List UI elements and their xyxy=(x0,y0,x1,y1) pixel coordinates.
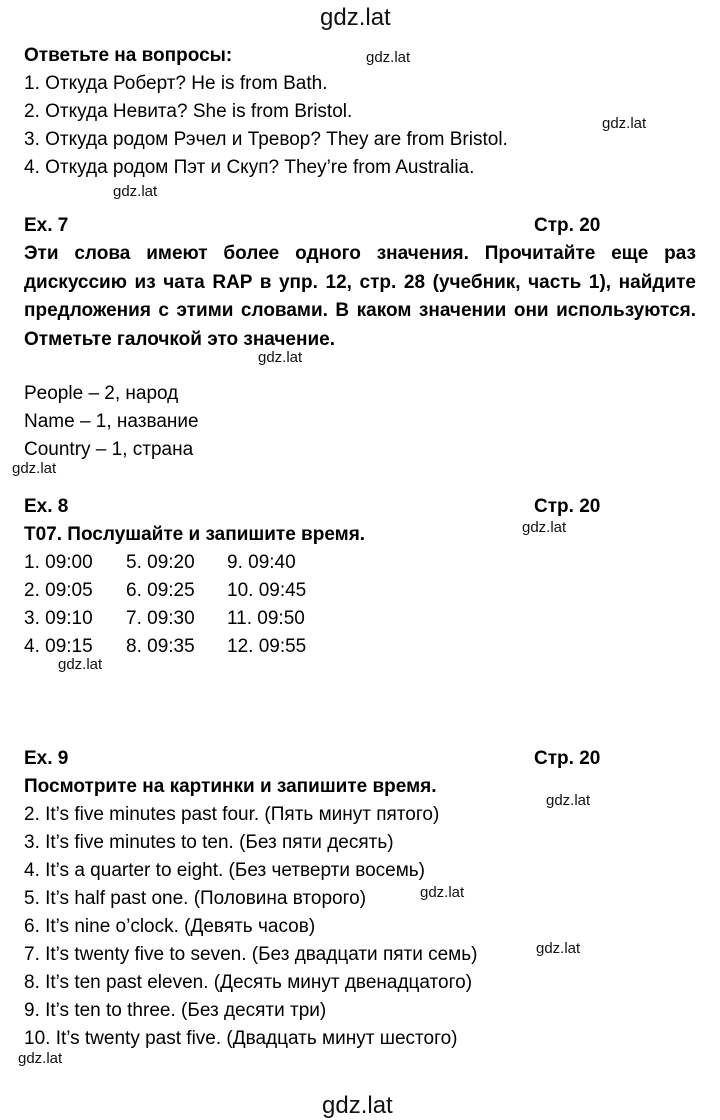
ex9-answer-10: 10. It’s twenty past five. (Двадцать минут шестого) xyxy=(24,1028,458,1049)
watermark-bottom: gdz.lat xyxy=(322,1092,393,1119)
watermark: gdz.lat xyxy=(18,1050,63,1067)
watermark: gdz.lat xyxy=(113,183,158,200)
time-cell: 10. 09:45 xyxy=(227,580,307,601)
section-heading: Ответьте на вопросы: xyxy=(24,45,233,66)
time-cell: 2. 09:05 xyxy=(24,580,93,601)
qa-line-1: 1. Откуда Роберт? He is from Bath. xyxy=(24,73,328,94)
qa-line-2: 2. Откуда Невита? She is from Bristol. xyxy=(24,101,353,122)
ex7-task: Эти слова имеют более одного значения. Прочитайте еще раз дискуссию из чата RAP в упр. 12, стр. 28 (учебник, часть 1), найдите предложения с этими словами. В каком значении они используются. Отметьте галочкой это значение. xyxy=(24,243,696,350)
time-cell: 9. 09:40 xyxy=(227,552,296,573)
ex9-answer-7: 7. It’s twenty five to seven. (Без двадцати пяти семь) xyxy=(24,944,478,965)
watermark: gdz.lat xyxy=(602,115,647,132)
watermark: gdz.lat xyxy=(546,792,591,809)
time-cell: 1. 09:00 xyxy=(24,552,93,573)
ex9-answer-4: 4. It’s a quarter to eight. (Без четверти восемь) xyxy=(24,860,426,881)
time-cell: 7. 09:30 xyxy=(126,608,195,629)
watermark: gdz.lat xyxy=(366,49,411,66)
time-cell: 12. 09:55 xyxy=(227,636,307,657)
ex9-answer-3: 3. It’s five minutes to ten. (Без пяти десять) xyxy=(24,832,394,853)
ex9-label: Ex. 9 xyxy=(24,748,69,769)
ex9-answer-2: 2. It’s five minutes past four. (Пять минут пятого) xyxy=(24,804,440,825)
time-row xyxy=(24,549,306,577)
time-row xyxy=(24,633,306,661)
ex7-label: Ex. 7 xyxy=(24,215,69,236)
ex8-task: T07. Послушайте и запишите время. xyxy=(24,524,366,545)
time-row xyxy=(24,577,306,605)
ex8-page: Стр. 20 xyxy=(534,496,601,517)
watermark: gdz.lat xyxy=(258,349,303,366)
time-cell: 6. 09:25 xyxy=(126,580,195,601)
qa-line-3: 3. Откуда родом Рэчел и Тревор? They are from Bristol. xyxy=(24,129,508,150)
ex9-page: Стр. 20 xyxy=(534,748,601,769)
ex9-answer-8: 8. It’s ten past eleven. (Десять минут двенадцатого) xyxy=(24,972,473,993)
watermark: gdz.lat xyxy=(12,460,57,477)
ex9-answer-6: 6. It’s nine o’clock. (Девять часов) xyxy=(24,916,316,937)
ex7-answer-1: People – 2, народ xyxy=(24,383,179,404)
time-cell: 11. 09:50 xyxy=(227,608,305,629)
time-cell: 4. 09:15 xyxy=(24,636,93,657)
ex9-task: Посмотрите на картинки и запишите время. xyxy=(24,776,437,797)
ex8-time-grid xyxy=(24,549,306,661)
qa-line-4: 4. Откуда родом Пэт и Скуп? They’re from Australia. xyxy=(24,157,475,178)
ex8-label: Ex. 8 xyxy=(24,496,69,517)
ex7-answer-2: Name – 1, название xyxy=(24,411,199,432)
time-row xyxy=(24,605,306,633)
watermark-top: gdz.lat xyxy=(320,4,391,31)
watermark: gdz.lat xyxy=(420,884,465,901)
watermark: gdz.lat xyxy=(522,519,567,536)
watermark: gdz.lat xyxy=(536,940,581,957)
ex9-answer-9: 9. It’s ten to three. (Без десяти три) xyxy=(24,1000,327,1021)
watermark: gdz.lat xyxy=(58,656,103,673)
time-cell: 3. 09:10 xyxy=(24,608,93,629)
ex9-answer-5: 5. It’s half past one. (Половина второго) xyxy=(24,888,367,909)
ex7-page: Стр. 20 xyxy=(534,215,601,236)
time-cell: 5. 09:20 xyxy=(126,552,195,573)
ex7-answer-3: Country – 1, страна xyxy=(24,439,194,460)
time-cell: 8. 09:35 xyxy=(126,636,195,657)
